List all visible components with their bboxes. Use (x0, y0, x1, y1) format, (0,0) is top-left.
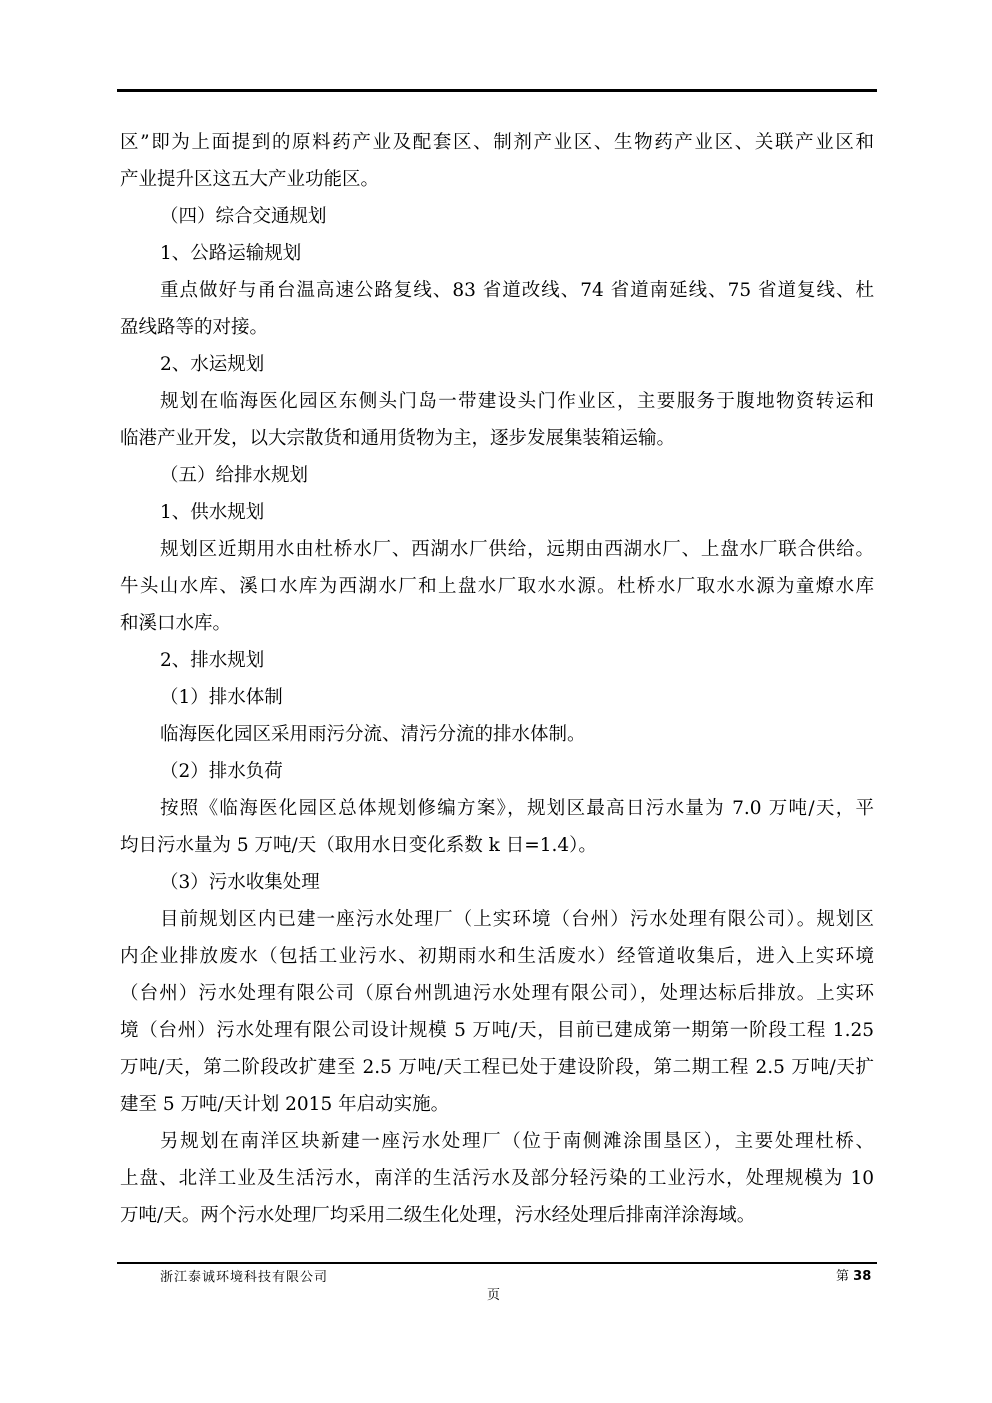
item-heading: （2）排水负荷 (160, 761, 283, 782)
footer-company: 浙江泰诚环境科技有限公司 (160, 1270, 329, 1285)
text-line: 另规划在南洋区块新建一座污水处理厂（位于南侧滩涂围垦区），主要处理杜桥、 (160, 1131, 874, 1152)
text-line: 万吨/天。两个污水处理厂均采用二级生化处理，污水经处理后排南洋涂海域。 (120, 1205, 756, 1226)
text-line: 重点做好与甬台温高速公路复线、83 省道改线、74 省道南延线、75 省道复线、杜 (160, 280, 874, 301)
text-line: 按照《临海医化园区总体规划修编方案》，规划区最高日污水量为 7.0 万吨/天，平 (160, 798, 874, 819)
section-heading: （五）给排水规划 (160, 465, 309, 486)
text-line: 境（台州）污水处理有限公司设计规模 5 万吨/天，目前已建成第一期第一阶段工程 1.25 (120, 1020, 874, 1041)
subsection-heading: 2、水运规划 (160, 354, 265, 375)
page-prefix: 第 (836, 1269, 850, 1284)
subsection-heading: 1、公路运输规划 (160, 243, 302, 264)
text-line: 目前规划区内已建一座污水处理厂（上实环境（台州）污水处理有限公司）。规划区 (160, 909, 874, 930)
text-line: （台州）污水处理有限公司（原台州凯迪污水处理有限公司），处理达标后排放。上实环 (120, 983, 874, 1004)
text-line: 和溪口水库。 (120, 613, 232, 634)
item-heading: （3）污水收集处理 (160, 872, 320, 893)
text-line: 临海医化园区采用雨污分流、清污分流的排水体制。 (160, 724, 586, 745)
text-line: 万吨/天，第二阶段改扩建至 2.5 万吨/天工程已处于建设阶段，第二期工程 2.5 万吨/天扩 (120, 1057, 874, 1078)
text-line: 上盘、北洋工业及生活污水，南洋的生活污水及部分轻污染的工业污水，处理规模为 10 (120, 1168, 874, 1189)
text-line: 规划区近期用水由杜桥水厂、西湖水厂供给，远期由西湖水厂、上盘水厂联合供给。 (160, 539, 874, 560)
text-line: 规划在临海医化园区东侧头门岛一带建设头门作业区，主要服务于腹地物资转运和 (160, 391, 874, 412)
header-rule (117, 89, 877, 92)
text-line: 产业提升区这五大产业功能区。 (120, 169, 380, 190)
text-line: 临港产业开发，以大宗散货和通用货物为主，逐步发展集装箱运输。 (120, 428, 676, 449)
subsection-heading: 2、排水规划 (160, 650, 265, 671)
text-line: 建至 5 万吨/天计划 2015 年启动实施。 (120, 1094, 450, 1115)
item-heading: （1）排水体制 (160, 687, 283, 708)
text-line: 区”即为上面提到的原料药产业及配套区、制剂产业区、生物药产业区、关联产业区和 (120, 132, 874, 153)
page-number: 38 (853, 1269, 872, 1284)
footer-page-number (836, 1265, 871, 1284)
text-line: 盈线路等的对接。 (120, 317, 269, 338)
text-line: 内企业排放废水（包括工业污水、初期雨水和生活废水）经管道收集后，进入上实环境 (120, 946, 874, 967)
page-suffix: 页 (487, 1288, 501, 1303)
text-line: 牛头山水库、溪口水库为西湖水厂和上盘水厂取水水源。杜桥水厂取水水源为童燎水库 (120, 576, 874, 597)
subsection-heading: 1、供水规划 (160, 502, 265, 523)
text-line: 均日污水量为 5 万吨/天（取用水日变化系数 k 日=1.4）。 (120, 835, 597, 856)
footer-rule (117, 1262, 877, 1264)
section-heading: （四）综合交通规划 (160, 206, 327, 227)
document-body (120, 124, 874, 1234)
